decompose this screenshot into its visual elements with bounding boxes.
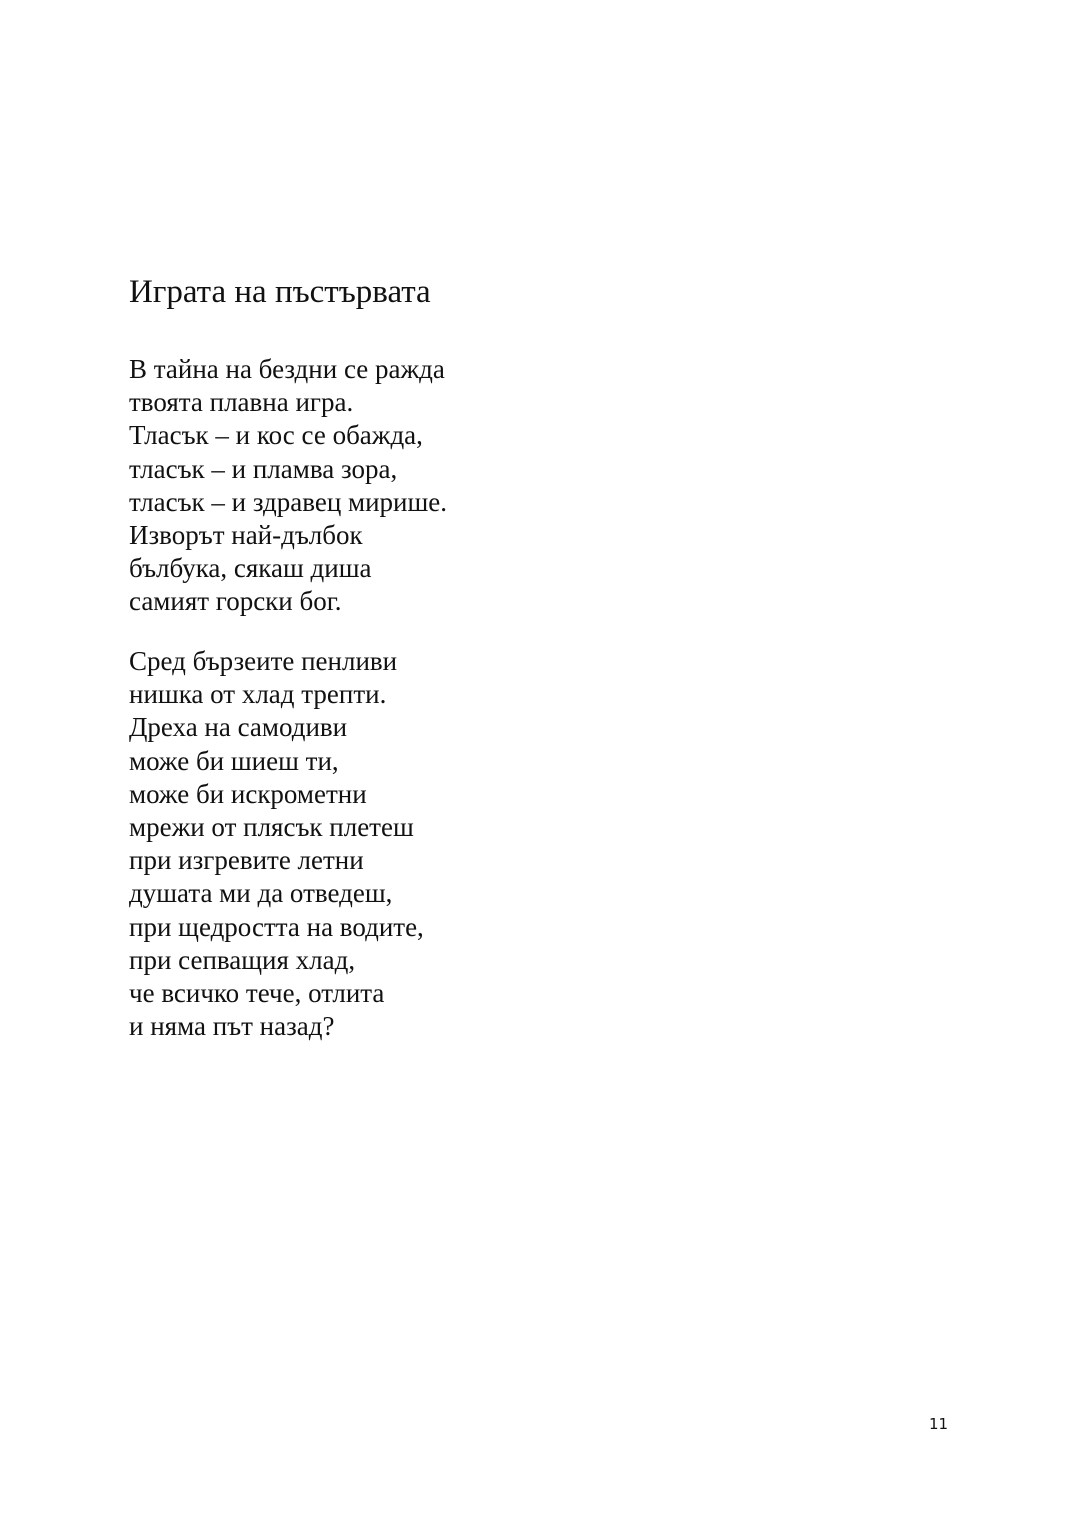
poem-line: бълбука, сякаш диша [129,553,372,584]
poem-line: Тласък – и кос се обажда, [129,420,423,451]
poem-line: душата ми да отведеш, [129,878,393,909]
stanza-2 [129,645,424,1043]
poem-line: твоята плавна игра. [129,387,354,418]
poem-line: Дреха на самодиви [129,712,348,743]
poem-line: Сред бързеите пенливи [129,646,398,676]
poem-line: че всичко тече, отлита [129,977,385,1008]
poem-line: мрежи от плясък плетеш [129,811,414,842]
poem-line: може би шиеш ти, [129,745,339,776]
poem-line: и няма път назад? [129,1011,335,1042]
poem-line: тласък – и пламва зора, [129,453,398,484]
poem-line: самият горски бог. [129,586,342,617]
stanza-1 [129,353,447,619]
poem-line: Изворът най-дълбок [129,519,363,550]
poem-line: при щедростта на водите, [129,911,424,942]
poem-title: Играта на пъстървата [129,274,431,310]
poem-line: тласък – и здравец мирише. [129,486,448,517]
poem-line: В тайна на бездни се ражда [129,354,445,384]
poem-line: нишка от хлад трепти. [129,679,387,710]
poem-line: при сепващия хлад, [129,944,356,975]
page-number: 11 [929,1415,949,1433]
poem-line: при изгревите летни [129,845,364,876]
poem-line: може би искрометни [129,778,367,809]
